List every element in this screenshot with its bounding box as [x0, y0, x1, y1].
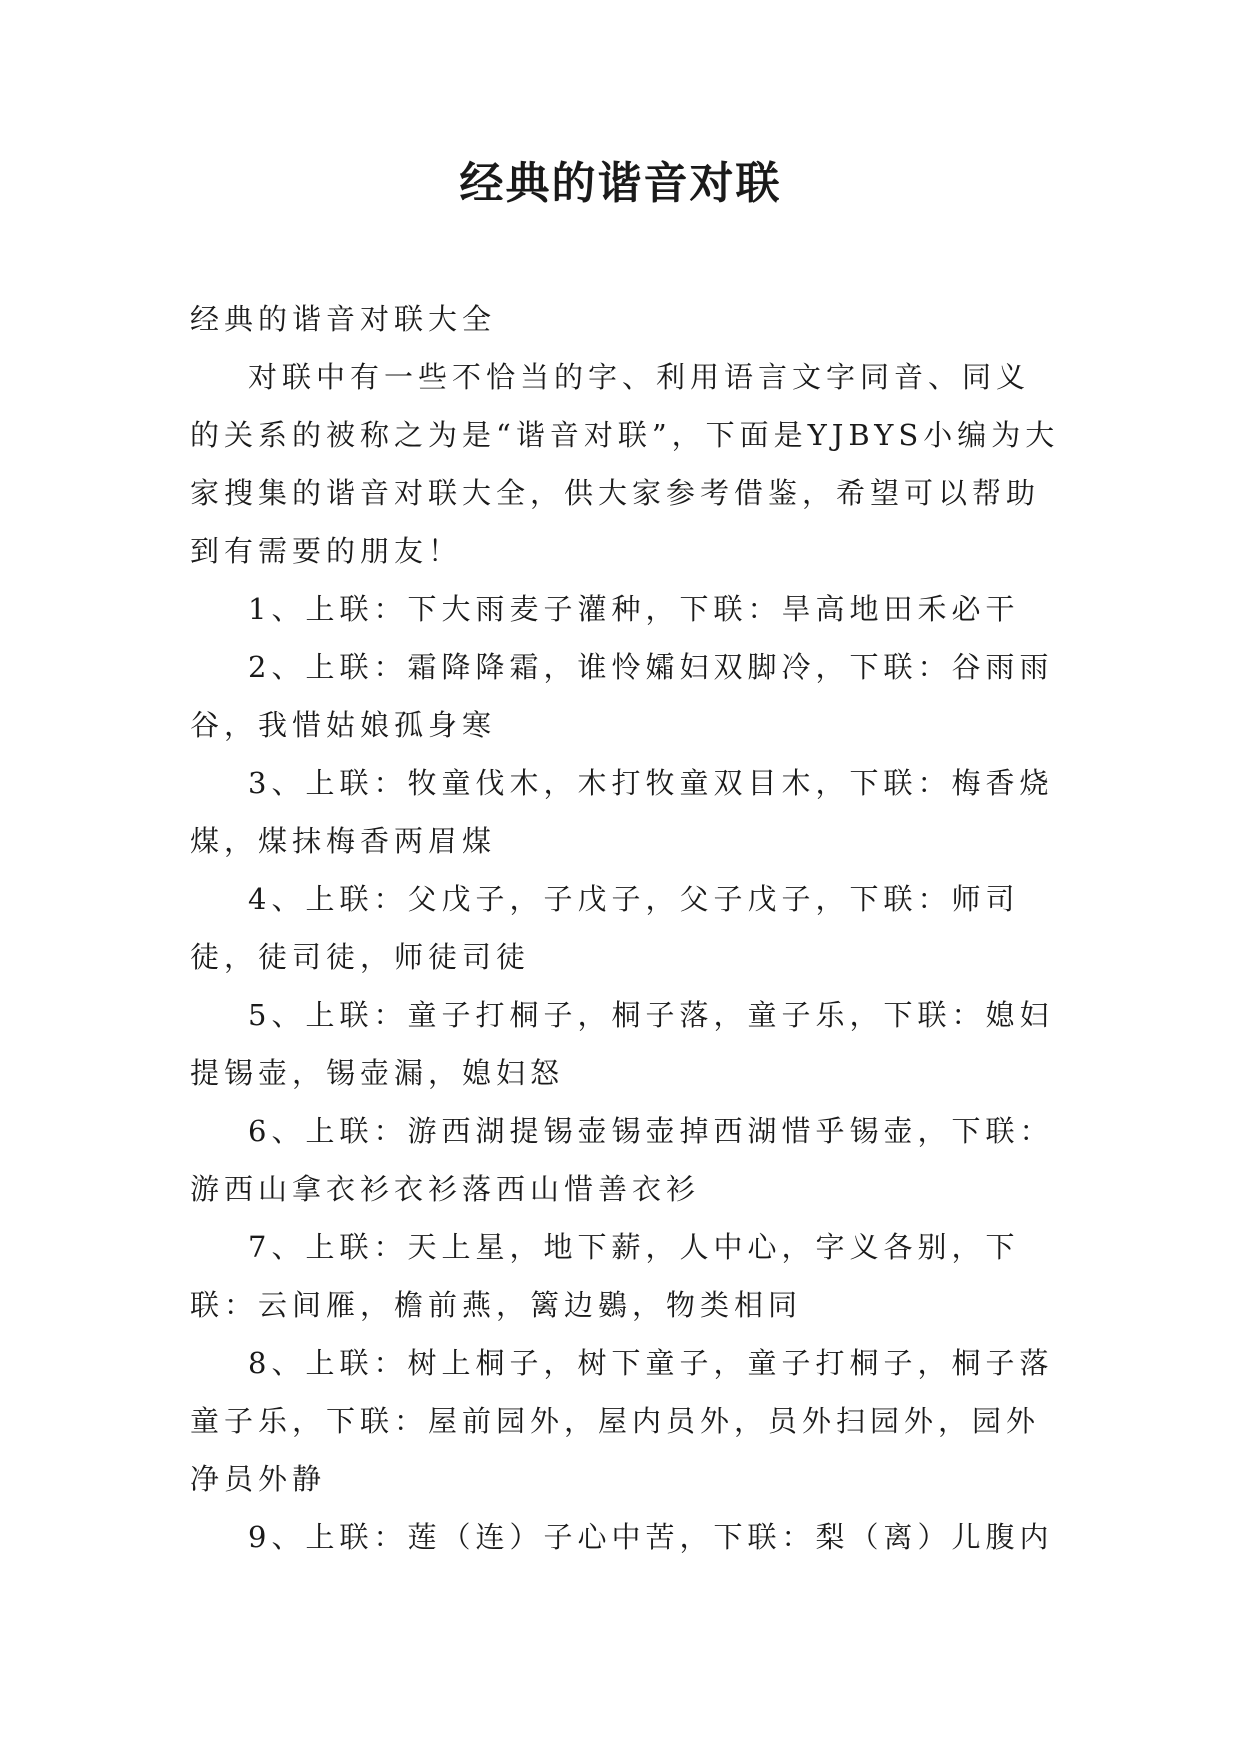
couplet-item-2: 2、上联：霜降降霜，谁怜孀妇双脚冷，下联：谷雨雨谷，我惜姑娘孤身寒 [190, 650, 1054, 742]
document-body [190, 290, 1060, 1566]
couplet-item-6: 6、上联：游西湖提锡壶锡壶掉西湖惜乎锡壶，下联：游西山拿衣衫衣衫落西山惜善衣衫 [190, 1114, 1054, 1206]
couplet-item-1: 1、上联：下大雨麦子灌种，下联：旱高地田禾必干 [248, 592, 1020, 626]
page-title: 经典的谐音对联 [459, 158, 782, 209]
couplet-item-8: 8、上联：树上桐子，树下童子，童子打桐子，桐子落童子乐，下联：屋前园外，屋内员外，员外扫园外，园外净员外静 [190, 1346, 1054, 1496]
document-subtitle: 经典的谐音对联大全 [190, 302, 497, 336]
couplet-item-3: 3、上联：牧童伐木，木打牧童双目木，下联：梅香烧煤，煤抹梅香两眉煤 [190, 766, 1054, 858]
couplet-item-5: 5、上联：童子打桐子，桐子落，童子乐，下联：媳妇提锡壶，锡壶漏，媳妇怒 [190, 998, 1054, 1090]
couplet-item-7: 7、上联：天上星，地下薪，人中心，字义各别，下联：云间雁，檐前燕，篱边鷃，物类相同 [190, 1230, 1020, 1322]
intro-paragraph: 对联中有一些不恰当的字、利用语言文字同音、同义的关系的被称之为是“谐音对联”，下面是YJBYS小编为大家搜集的谐音对联大全，供大家参考借鉴，希望可以帮助到有需要的朋友！ [190, 360, 1060, 568]
couplet-item-9: 9、上联：莲（连）子心中苦，下联：梨（离）儿腹内 [248, 1520, 1054, 1554]
couplet-item-4: 4、上联：父戊子，子戊子，父子戊子，下联：师司徒，徒司徒，师徒司徒 [190, 882, 1020, 974]
